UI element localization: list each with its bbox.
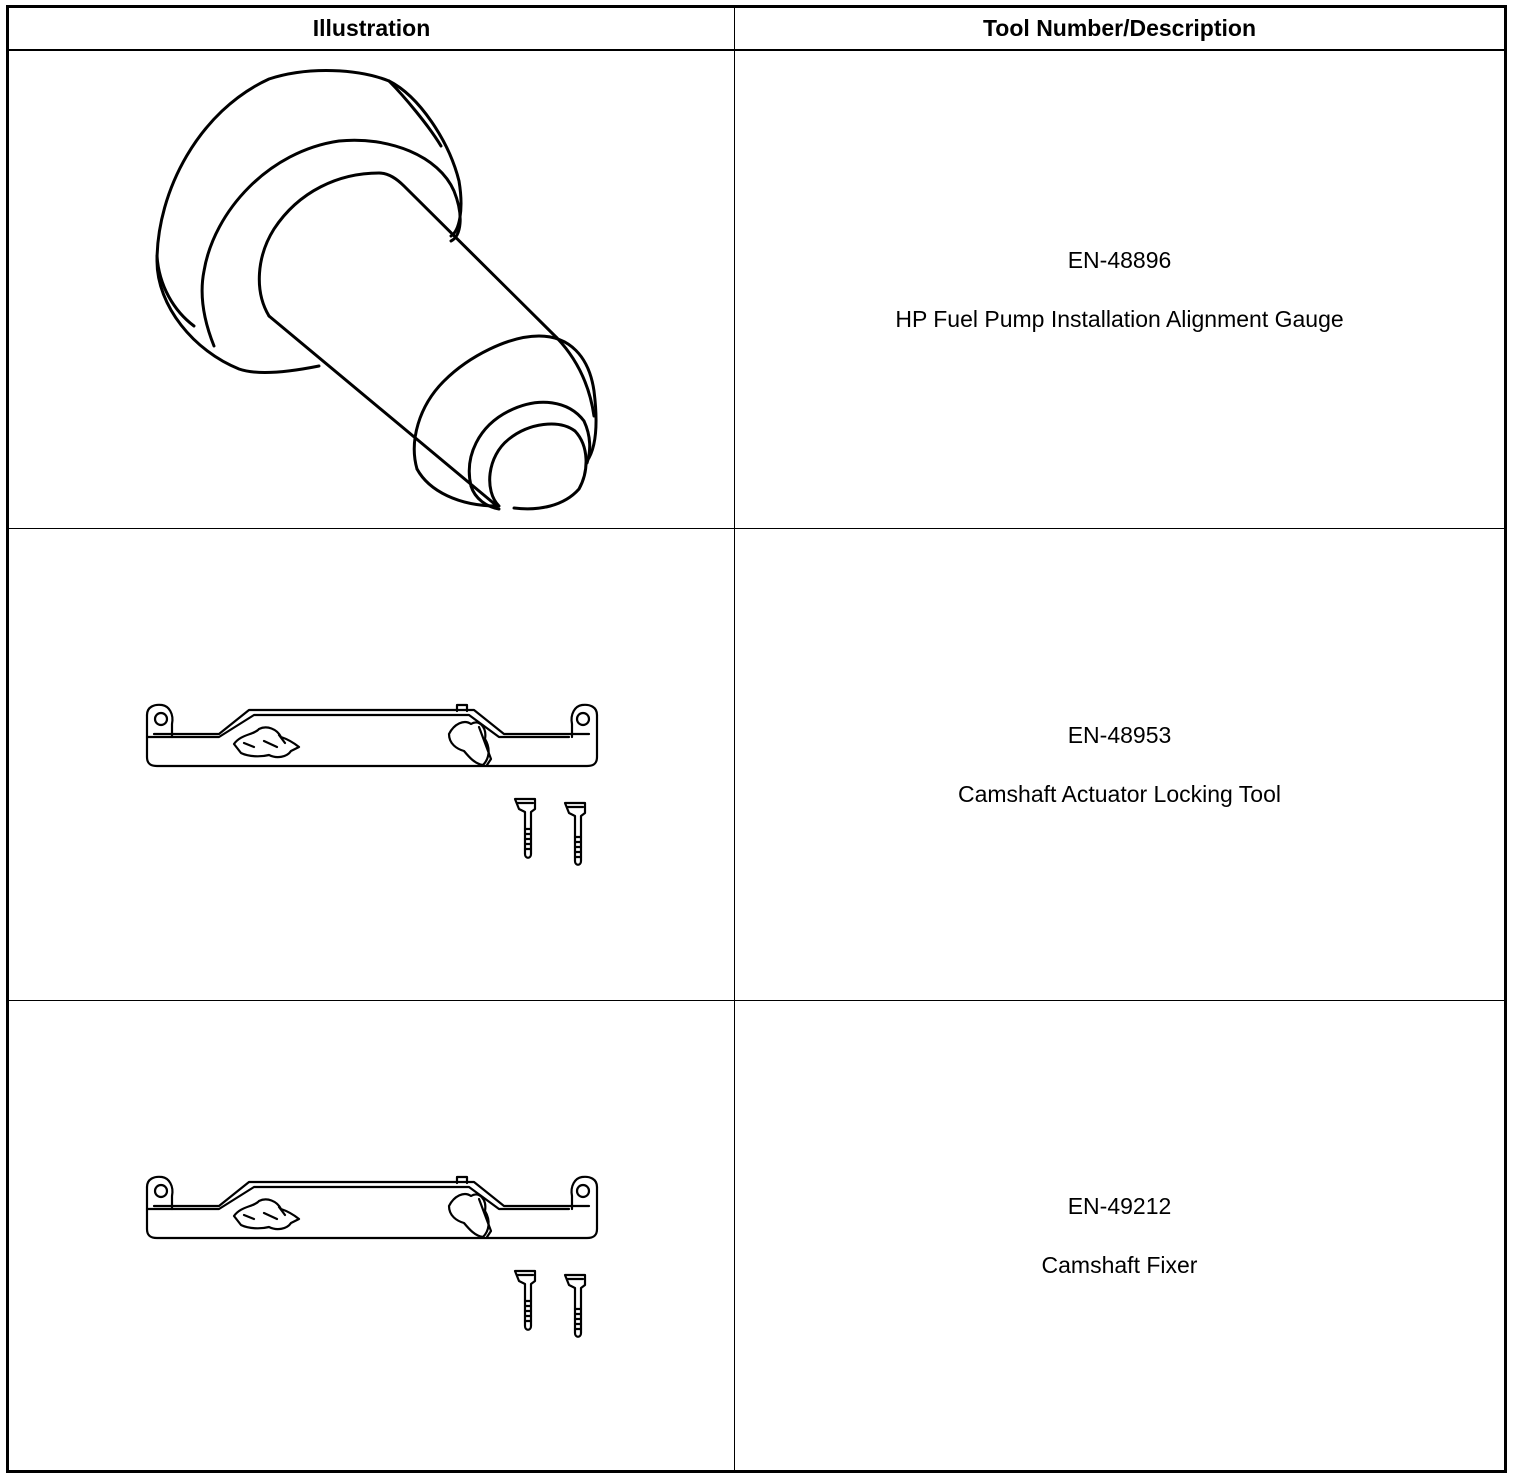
alignment-gauge-icon [9,51,735,529]
locking-tool-icon [9,529,735,1001]
illustration-cell [9,529,735,1000]
illustration-column-header [9,8,735,49]
illustration-header-label: Illustration [312,15,431,41]
tool-description-column-header [735,8,1504,49]
tool-description: HP Fuel Pump Installation Alignment Gauge [895,305,1344,332]
table-header-row [9,8,1504,51]
illustration-cell [9,1001,735,1470]
tool-description: Camshaft Actuator Locking Tool [957,780,1282,807]
locking-tool-icon [9,1001,735,1470]
table-row [9,529,1504,1001]
tool-number: EN-49212 [1067,1192,1172,1219]
table-row [9,51,1504,529]
tool-description-cell [735,529,1504,1000]
tool-number: EN-48953 [1067,721,1172,748]
illustration-cell [9,51,735,528]
tool-description: Camshaft Fixer [1041,1251,1198,1278]
table-row [9,1001,1504,1470]
tool-description-cell [735,51,1504,528]
tool-description-header-label: Tool Number/Description [982,15,1257,41]
tool-description-cell [735,1001,1504,1470]
tool-number: EN-48896 [1067,246,1172,273]
tool-table [6,5,1507,1473]
